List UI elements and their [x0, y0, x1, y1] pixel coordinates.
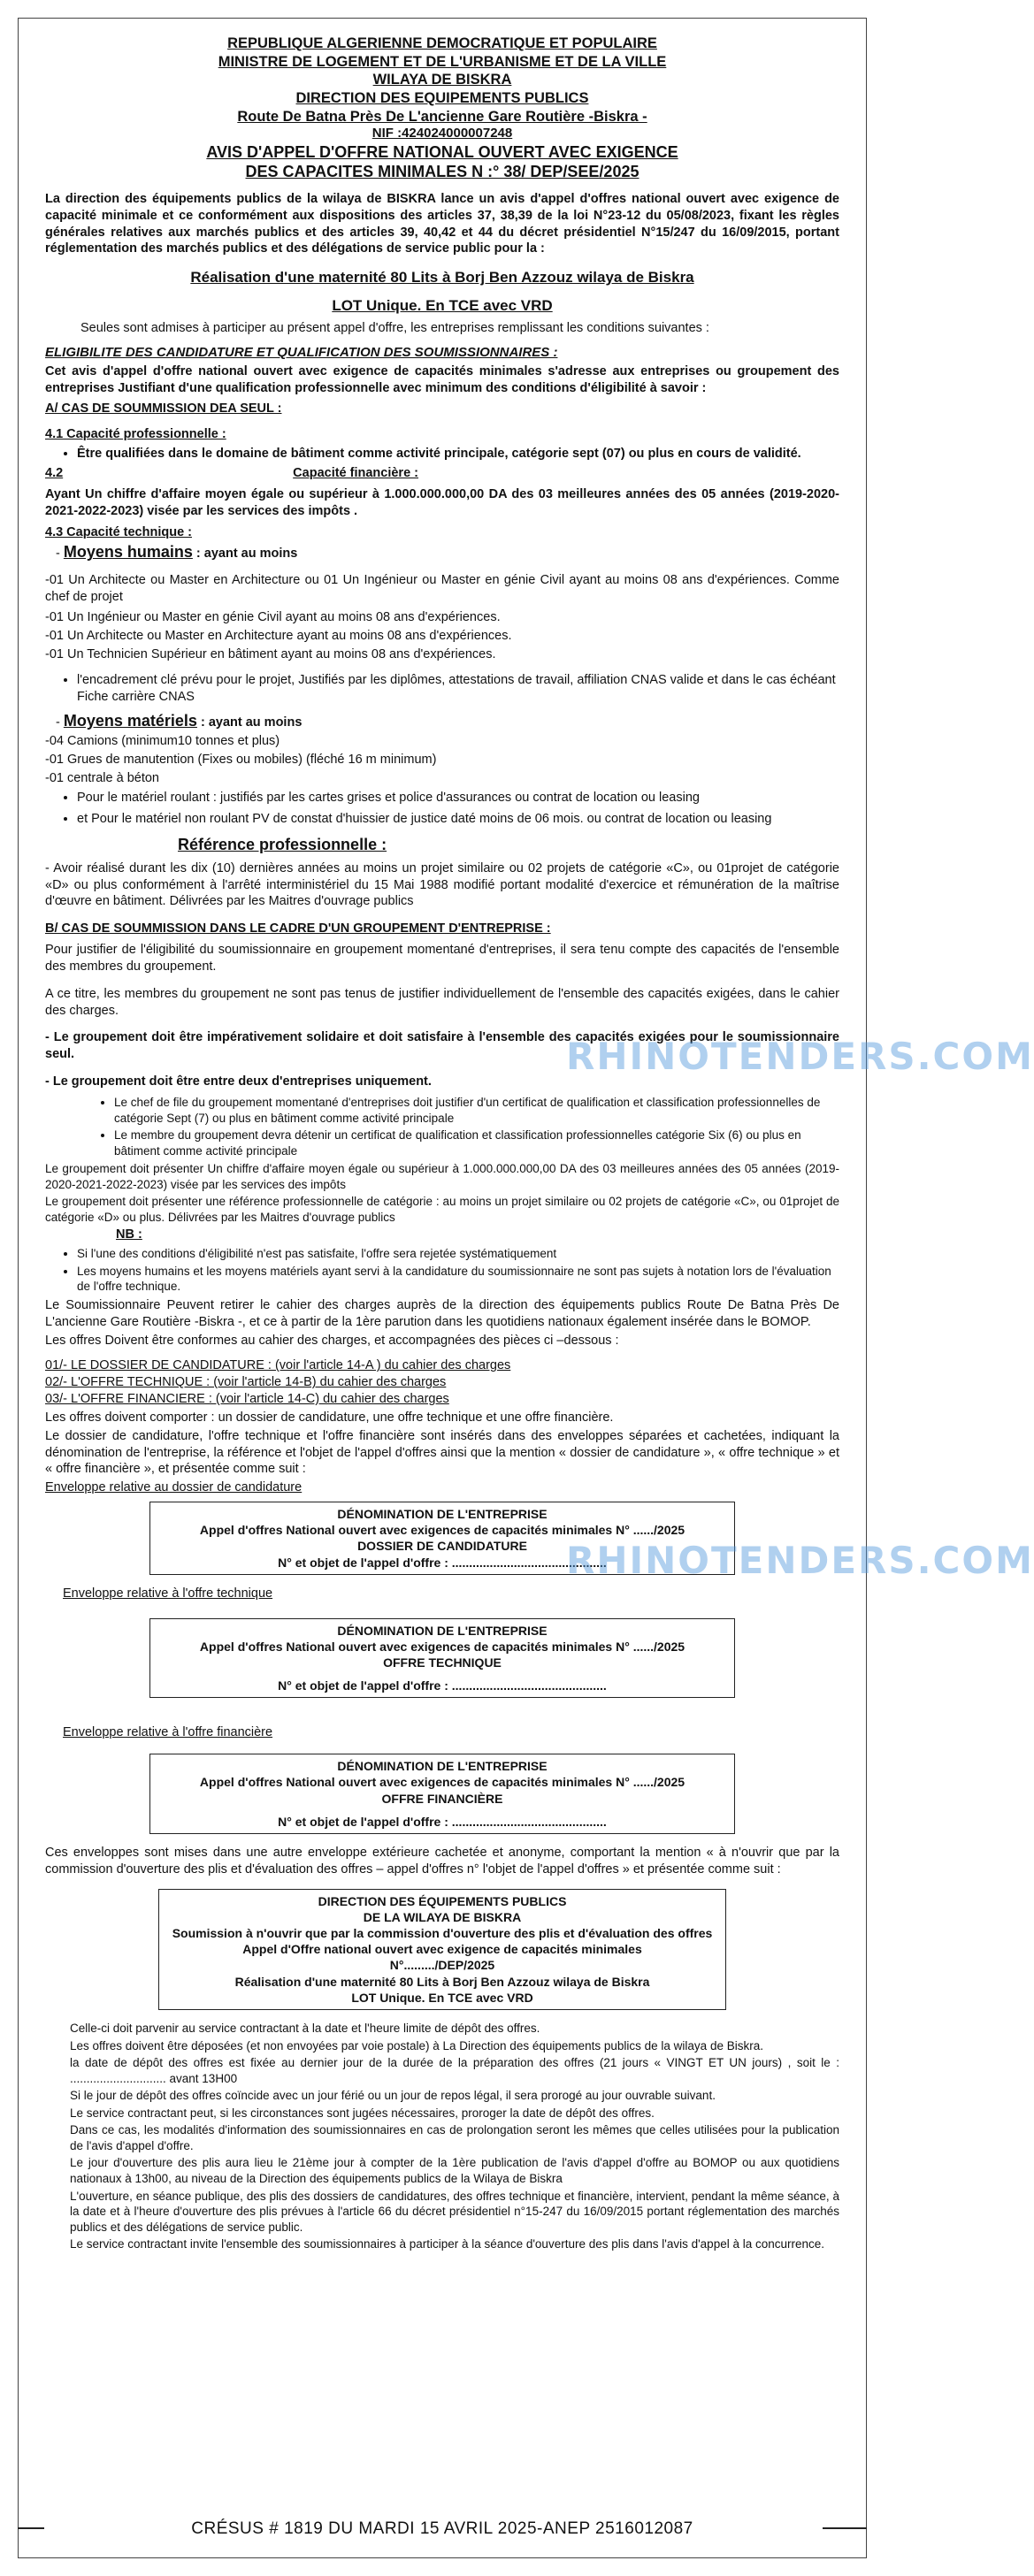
closing-paragraph: la date de dépôt des offres est fixée au dernier jour de la durée de la préparation des offres (21 jours « VINGT ET UN jours) , soit le : ............................. avant 13H00: [70, 2056, 839, 2085]
closing-paragraph: Le jour d'ouverture des plis aura lieu le 21ème jour à compter de la 1ère publication de l'avis d'appel d'offre au BOMOP ou aux quotidiens nationaux à 13h00, au niveau de la Direction des équipements publics de la Wilaya de Biskra: [70, 2156, 839, 2185]
intro-paragraph: La direction des équipements publics de la wilaya de BISKRA lance un avis d'appel d'offres national ouvert avec exigence de capacité minimale et ce conformément aux dispositions des articles 37, 38,39 de la loi N°23-12 du 05/08/2023, fixant les règles générales relatives aux marchés publics et des articles 39, 40,42 et 44 du décret présidentiel N°15/247 du 16/09/2015, portant réglementation des marchés publics et des délégations de service public pour la :: [45, 191, 839, 256]
material-means-heading: - Moyens matériels : ayant au moins: [56, 711, 303, 730]
admitted-text: Seules sont admises à participer au présent appel d'offre, les entreprises remplissant les conditions suivantes :: [80, 321, 709, 336]
capacity-professional-item: • Être qualifiées dans le domaine de bâtiment comme activité principale, catégorie sept (07) ou plus en cours de validité.: [77, 446, 839, 462]
closing-paragraph: Le service contractant peut, si les circonstances sont jugées nécessaires, proroger la date de dépôt des offres.: [70, 2106, 655, 2120]
header-address: Route De Batna Près De L'ancienne Gare Routière -Biskra -: [237, 108, 647, 125]
group-solidarity: - Le groupement doit être impérativement solidaire et doit satisfaire à l'ensemble des capacités exigées pour le soumissionnaire seul.: [45, 1030, 839, 1062]
human-means-list: [45, 572, 839, 663]
group-lead-requirement: • Le chef de file du groupement momentané d'entreprises doit justifier d'un certificat de qualification et classification professionnelles de catégorie Sept (7) ou plus en bâtiment comme activité principale: [114, 1095, 839, 1126]
capacity-technical-title: 4.3 Capacité technique :: [45, 524, 192, 539]
watermark: RHINOTENDERS.COM: [566, 1539, 1034, 1582]
professional-reference-text: - Avoir réalisé durant les dix (10) dernières années au moins un projet similaire ou 02 projets de catégorie «C», ou 01projet de catégorie «D» ou plus conformément à l'arrêté interministériel du 15 Mai 1988 modifié portant modalité d'exercice et rémunération de la maîtrise d'œuvre en bâtiment. Délivrées par les Maitres d'ouvrage publics: [45, 860, 839, 909]
envelope-object: N° et objet de l'appel d'offre : .............................................: [278, 1814, 607, 1829]
header-wilaya: WILAYA DE BISKRA: [372, 72, 512, 88]
material-means-item: -04 Camions (minimum10 tonnes et plus): [45, 734, 280, 749]
envelope-company-name: DÉNOMINATION DE L'ENTREPRISE: [337, 1623, 548, 1638]
material-means-label: Moyens matériels: [63, 711, 197, 730]
outer-envelope-wilaya: DE LA WILAYA DE BISKRA: [363, 1909, 522, 1924]
human-means-item: -01 Un Ingénieur ou Master en génie Civil ayant au moins 08 ans d'expériences.: [45, 610, 501, 625]
envelope-company-name: DÉNOMINATION DE L'ENTREPRISE: [337, 1759, 548, 1774]
document-financial: 03/- L'OFFRE FINANCIERE : (voir l'article 14-C) du cahier des charges: [45, 1392, 449, 1407]
rolling-equipment-proof: • Pour le matériel roulant : justifiés par les cartes grises et police d'assurances ou contrat de location ou leasing: [77, 790, 839, 806]
notice-header: [45, 34, 839, 182]
envelope-tender-line: Appel d'offres National ouvert avec exigences de capacités minimales N° ....../2025: [199, 1639, 686, 1654]
tender-notice-page: [18, 18, 867, 2558]
human-means-suffix: : ayant au moins: [192, 547, 298, 562]
human-means-label: Moyens humains: [63, 543, 193, 562]
watermark: RHINOTENDERS.COM: [566, 1035, 1034, 1078]
envelope-3-label: Enveloppe relative à l'offre financière: [63, 1725, 273, 1740]
capacity-financial-item: Ayant Un chiffre d'affaire moyen égale ou supérieur à 1.000.000.000,00 DA des 03 meilleures années des 05 années (2019-2020-2021-2022-2023) visée par les services des impôts .: [45, 486, 839, 518]
staff-justification: • l'encadrement clé prévu pour le projet, Justifiés par les diplômes, attestations de travail, affiliation CNAS valide et dans le cas échéant Fiche carrière CNAS: [77, 672, 839, 706]
human-means-heading: - Moyens humains : ayant au moins: [56, 543, 298, 562]
required-documents: [45, 1357, 839, 1408]
closing-paragraph: Le service contractant invite l'ensemble des soumissionnaires à participer à la séance d'ouverture des plis dans l'avis d'appel à la concurrence.: [70, 2237, 825, 2251]
envelope-financial: [149, 1754, 735, 1834]
group-reference: Le groupement doit présenter une référence professionnelle de catégorie : au moins un projet similaire ou 02 projets de catégorie «C», ou 01projet de catégorie «D» ou plus. Délivrées par les Maitres d'ouvrage publics: [45, 1195, 839, 1224]
envelope-tender-line: Appel d'offres National ouvert avec exigences de capacités minimales N° ....../2025: [199, 1523, 686, 1538]
eligibility-text: Cet avis d'appel d'offre national ouvert avec exigence de capacités minimales s'adresse aux entreprises ou groupement des entreprises Justifiant d'une qualification professionnelle avec minimum des conditions d'éligibilité à savoir :: [45, 363, 839, 395]
material-means-item: -01 centrale à béton: [45, 770, 159, 785]
human-means-item: -01 Un Architecte ou Master en Architecture ayant au moins 08 ans d'expériences.: [45, 629, 512, 644]
human-means-item: -01 Un Technicien Supérieur en bâtiment ayant au moins 08 ans d'expériences.: [45, 647, 496, 662]
project-title: Réalisation d'une maternité 80 Lits à Borj Ben Azzouz wilaya de Biskra: [190, 269, 694, 287]
capacity-financial-title: Capacité financière :: [293, 466, 418, 480]
closing-paragraph: Si le jour de dépôt des offres coïncide avec un jour férié ou un jour de repos légal, il sera prorogé au jour ouvrable suivant.: [70, 2089, 716, 2103]
case-b-text: Pour justifier de l'éligibilité du soumissionnaire en groupement momentané d'entreprises, il sera tenu compte des capacités de l'ensemble des membres du groupement.: [45, 943, 839, 974]
group-two-companies: - Le groupement doit être entre deux d'entreprises uniquement.: [45, 1074, 432, 1089]
material-means-item: -01 Grues de manutention (Fixes ou mobiles) (fléché 16 m minimum): [45, 752, 437, 767]
outer-envelope-direction: DIRECTION DES ÉQUIPEMENTS PUBLICS: [318, 1893, 567, 1908]
non-rolling-equipment-proof: • et Pour le matériel non roulant PV de constat d'huissier de justice daté moins de 06 mois. ou contrat de location ou leasing: [77, 811, 839, 828]
case-a-title: A/ CAS DE SOUMMISSION DEA SEUL :: [45, 401, 282, 417]
outer-envelope-tender: Appel d'Offre national ouvert avec exigence de capacités minimales: [242, 1942, 642, 1957]
envelope-1-label: Enveloppe relative au dossier de candidature: [45, 1480, 303, 1495]
outer-envelope-project: Réalisation d'une maternité 80 Lits à Borj Ben Azzouz wilaya de Biskra: [234, 1974, 650, 1989]
capacity-financial-row: [45, 465, 839, 482]
closing-paragraph: Celle-ci doit parvenir au service contractant à la date et l'heure limite de dépôt des offres.: [70, 2022, 540, 2036]
nb-item: • Les moyens humains et les moyens matériels ayant servi à la candidature du soumissionnaire ne sont pas sujets à notation lors de l'évaluation de l'offre technique.: [77, 1264, 839, 1295]
group-turnover: Le groupement doit présenter Un chiffre d'affaire moyen égale ou supérieur à 1.000.000.000,00 DA des 03 meilleures années des 05 années (2019-2020-2021-2022-2023) visée par les services des impôts: [45, 1162, 839, 1191]
outer-envelope-number: N°........./DEP/2025: [389, 1958, 495, 1973]
header-ministry: MINISTRE DE LOGEMENT ET DE L'URBANISME ET DE LA VILLE: [218, 53, 667, 70]
outer-envelope-lot: LOT Unique. En TCE avec VRD: [351, 1990, 533, 2005]
case-b-text-2: A ce titre, les membres du groupement ne sont pas tenus de justifier individuellement de l'ensemble des capacités exigées, dans le cahier des charges.: [45, 986, 839, 1018]
publication-footer: CRÉSUS # 1819 DU MARDI 15 AVRIL 2025-ANEP 2516012087: [191, 2519, 693, 2538]
material-means-list: [45, 733, 839, 787]
envelope-tender-line: Appel d'offres National ouvert avec exigences de capacités minimales N° ....../2025: [199, 1775, 686, 1790]
outer-envelope-instruction: Soumission à n'ouvrir que par la commission d'ouverture des plis et d'évaluation des offres: [172, 1926, 713, 1941]
offers-compliance: Les offres Doivent être conformes au cahier des charges, et accompagnées des pièces ci –dessous :: [45, 1333, 619, 1348]
specification-retrieval: Le Soumissionnaire Peuvent retirer le cahier des charges auprès de la direction des équipements publics Route De Batna Près De L'ancienne Gare Routière -Biskra -, et ce à partir de la 1ère parution dans les quotidiens nationaux également insérée dans le BOMOP.: [45, 1297, 839, 1329]
group-member-requirement: • Le membre du groupement devra détenir un certificat de qualification et classification professionnelles catégorie Six (6) ou plus en bâtiment comme activité principale: [114, 1127, 839, 1158]
nb-item: • Si l'une des conditions d'éligibilité n'est pas satisfaite, l'offre sera rejetée systématiquement: [77, 1246, 839, 1262]
envelope-type: OFFRE FINANCIÈRE: [381, 1791, 503, 1806]
notice-title-line2: DES CAPACITES MINIMALES N :° 38/ DEP/SEE/2025: [245, 163, 640, 181]
envelope-object: N° et objet de l'appel d'offre : .............................................: [278, 1555, 607, 1570]
offers-content: Les offres doivent comporter : un dossier de candidature, une offre technique et une offre financière.: [45, 1410, 614, 1425]
envelope-2-label: Enveloppe relative à l'offre technique: [63, 1586, 273, 1601]
lot-title: LOT Unique. En TCE avec VRD: [332, 297, 553, 315]
document-technical: 02/- L'OFFRE TECHNIQUE : (voir l'article 14-B) du cahier des charges: [45, 1375, 447, 1390]
closing-paragraph: L'ouverture, en séance publique, des plis des dossiers de candidatures, des offres technique et financière, intervient, pendant la même séance, à la date et à l'heure d'ouverture des plis prévues à l'article 66 du décret présidentiel n°15-247 du 16/09/2015 portant réglementation des marchés publics et des délégations de service public.: [70, 2189, 839, 2234]
case-b-title: B/ CAS DE SOUMMISSION DANS LE CADRE D'UN GROUPEMENT D'ENTREPRISE :: [45, 921, 551, 936]
envelope-object: N° et objet de l'appel d'offre : .............................................: [278, 1678, 607, 1693]
envelope-type: OFFRE TECHNIQUE: [383, 1655, 502, 1670]
closing-paragraph: Les offres doivent être déposées (et non envoyées par voie postale) à La Direction des équipements publics de la wilaya de Biskra.: [70, 2038, 763, 2052]
closing-paragraphs: [70, 2021, 839, 2252]
header-direction: DIRECTION DES EQUIPEMENTS PUBLICS: [295, 89, 589, 106]
capacity-financial-number: 4.2: [45, 466, 64, 480]
header-republic: REPUBLIQUE ALGERIENNE DEMOCRATIQUE ET POPULAIRE: [227, 35, 657, 51]
envelope-technical: [149, 1618, 735, 1699]
nb-label: NB :: [116, 1227, 142, 1242]
outer-envelope: [158, 1889, 726, 2010]
document-candidature: 01/- LE DOSSIER DE CANDIDATURE : (voir l'article 14-A ) du cahier des charges: [45, 1358, 511, 1373]
professional-reference-title: Référence professionnelle :: [178, 836, 387, 854]
envelope-company-name: DÉNOMINATION DE L'ENTREPRISE: [337, 1507, 548, 1522]
closing-paragraph: Dans ce cas, les modalités d'information des soumissionnaires en cas de prolongation seront les mêmes que celles utilisées pour la publication de l'avis d'appel d'offre.: [70, 2123, 839, 2152]
outer-envelope-text: Ces enveloppes sont mises dans une autre enveloppe extérieure cachetée et anonyme, comportant la mention « à n'ouvrir que par la commission d'ouverture des plis et d'évaluation des offres – appel d'offres n° l'objet de l'appel d'offres » et présentée comme suit :: [45, 1846, 839, 1877]
material-means-suffix: : ayant au moins: [196, 715, 303, 730]
eligibility-title: ELIGIBILITE DES CANDIDATURE ET QUALIFICATION DES SOUMISSIONNAIRES :: [45, 345, 558, 361]
envelopes-description: Le dossier de candidature, l'offre technique et l'offre financière sont insérés dans des enveloppes séparées et cachetées, indiquant la dénomination de l'entreprise, la référence et l'objet de l'appel d'offres ainsi que la mention « dossier de candidature », « offre technique » et « offre financière », et présentée comme suit :: [45, 1428, 839, 1477]
notice-title-line1: AVIS D'APPEL D'OFFRE NATIONAL OUVERT AVEC EXIGENCE: [206, 142, 678, 161]
human-means-item: -01 Un Architecte ou Master en Architecture ou 01 Un Ingénieur ou Master en génie Civil ayant au moins 08 ans d'expériences. Comme chef de projet: [45, 572, 839, 604]
envelope-type: DOSSIER DE CANDIDATURE: [357, 1539, 527, 1554]
capacity-professional-title: 4.1 Capacité professionnelle :: [45, 427, 226, 442]
header-nif: NIF :424024000007248: [371, 126, 513, 141]
